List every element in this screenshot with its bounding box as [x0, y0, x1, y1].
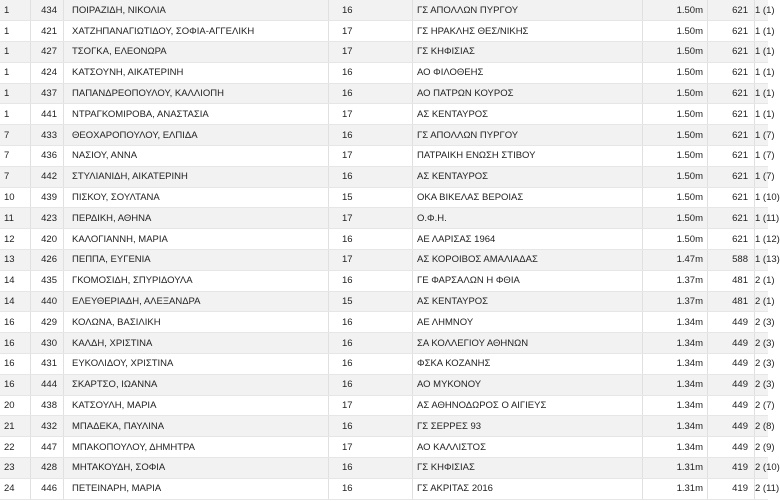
bib-cell: 436 — [31, 146, 64, 167]
position-cell: 1 (1) — [755, 104, 769, 125]
points-cell: 621 — [708, 0, 755, 21]
athlete-name-cell: ΤΣΟΓΚΑ, ΕΛΕΟΝΩΡΑ — [64, 42, 329, 63]
bib-cell: 438 — [31, 395, 64, 416]
bib-cell: 427 — [31, 42, 64, 63]
birth-year-cell: 16 — [329, 125, 413, 146]
club-cell: Ο.Φ.Η. — [413, 208, 643, 229]
birth-year-cell: 16 — [329, 416, 413, 437]
position-cell: 2 (1) — [755, 291, 769, 312]
mark-cell: 1.50m — [643, 21, 708, 42]
rank-cell: 22 — [0, 437, 31, 458]
rank-cell: 1 — [0, 42, 31, 63]
table-row — [0, 250, 768, 271]
mark-cell: 1.34m — [643, 395, 708, 416]
rank-cell: 11 — [0, 208, 31, 229]
position-cell: 2 (11) — [755, 478, 769, 499]
points-cell: 449 — [708, 374, 755, 395]
position-cell: 1 (12) — [755, 229, 769, 250]
rank-cell: 13 — [0, 250, 31, 271]
points-cell: 621 — [708, 187, 755, 208]
mark-cell: 1.50m — [643, 62, 708, 83]
points-cell: 449 — [708, 395, 755, 416]
athlete-name-cell: ΚΑΛΔΗ, ΧΡΙΣΤΙΝΑ — [64, 333, 329, 354]
club-cell: ΑΟ ΦΙΛΟΘΕΗΣ — [413, 62, 643, 83]
birth-year-cell: 16 — [329, 229, 413, 250]
mark-cell: 1.34m — [643, 416, 708, 437]
mark-cell: 1.34m — [643, 354, 708, 375]
mark-cell: 1.50m — [643, 0, 708, 21]
bib-cell: 430 — [31, 333, 64, 354]
points-cell: 621 — [708, 229, 755, 250]
position-cell: 2 (3) — [755, 374, 769, 395]
points-cell: 449 — [708, 312, 755, 333]
athlete-name-cell: ΣΤΥΛΙΑΝΙΔΗ, ΑΙΚΑΤΕΡΙΝΗ — [64, 166, 329, 187]
athlete-name-cell: ΚΑΤΣΟΥΛΗ, ΜΑΡΙΑ — [64, 395, 329, 416]
club-cell: ΑΕ ΛΗΜΝΟΥ — [413, 312, 643, 333]
bib-cell: 423 — [31, 208, 64, 229]
rank-cell: 10 — [0, 187, 31, 208]
athlete-name-cell: ΠΕΤΕΙΝΑΡΗ, ΜΑΡΙΑ — [64, 478, 329, 499]
table-row — [0, 146, 768, 167]
points-cell: 449 — [708, 354, 755, 375]
table-row — [0, 104, 768, 125]
athlete-name-cell: ΠΟΙΡΑΖΙΔΗ, ΝΙΚΟΛΙΑ — [64, 0, 329, 21]
bib-cell: 446 — [31, 478, 64, 499]
club-cell: ΑΣ ΚΟΡΟΙΒΟΣ ΑΜΑΛΙΑΔΑΣ — [413, 250, 643, 271]
athlete-name-cell: ΘΕΟΧΑΡΟΠΟΥΛΟΥ, ΕΛΠΙΔΑ — [64, 125, 329, 146]
rank-cell: 7 — [0, 166, 31, 187]
bib-cell: 428 — [31, 458, 64, 479]
mark-cell: 1.37m — [643, 291, 708, 312]
table-row — [0, 0, 768, 21]
athlete-name-cell: ΠΙΣΚΟΥ, ΣΟΥΛΤΑΝΑ — [64, 187, 329, 208]
mark-cell: 1.34m — [643, 374, 708, 395]
athlete-name-cell: ΕΛΕΥΘΕΡΙΑΔΗ, ΑΛΕΞΑΝΔΡΑ — [64, 291, 329, 312]
points-cell: 621 — [708, 208, 755, 229]
table-row — [0, 333, 768, 354]
club-cell: ΑΟ ΚΑΛΛΙΣΤΟΣ — [413, 437, 643, 458]
birth-year-cell: 16 — [329, 354, 413, 375]
bib-cell: 435 — [31, 270, 64, 291]
club-cell: ΓΣ ΗΡΑΚΛΗΣ ΘΕΣ/ΝΙΚΗΣ — [413, 21, 643, 42]
birth-year-cell: 15 — [329, 291, 413, 312]
birth-year-cell: 16 — [329, 83, 413, 104]
points-cell: 621 — [708, 42, 755, 63]
mark-cell: 1.50m — [643, 229, 708, 250]
athlete-name-cell: ΚΑΛΟΓΙΑΝΝΗ, ΜΑΡΙΑ — [64, 229, 329, 250]
club-cell: ΑΟ ΠΑΤΡΩΝ ΚΟΥΡΟΣ — [413, 83, 643, 104]
position-cell: 1 (11) — [755, 208, 769, 229]
position-cell: 2 (3) — [755, 354, 769, 375]
points-cell: 588 — [708, 250, 755, 271]
mark-cell: 1.31m — [643, 458, 708, 479]
position-cell: 2 (3) — [755, 333, 769, 354]
mark-cell: 1.50m — [643, 187, 708, 208]
bib-cell: 421 — [31, 21, 64, 42]
birth-year-cell: 17 — [329, 395, 413, 416]
birth-year-cell: 16 — [329, 312, 413, 333]
position-cell: 2 (8) — [755, 416, 769, 437]
rank-cell: 12 — [0, 229, 31, 250]
athlete-name-cell: ΧΑΤΖΗΠΑΝΑΓΙΩΤΙΔΟΥ, ΣΟΦΙΑ-ΑΓΓΕΛΙΚΗ — [64, 21, 329, 42]
rank-cell: 16 — [0, 374, 31, 395]
rank-cell: 20 — [0, 395, 31, 416]
bib-cell: 444 — [31, 374, 64, 395]
rank-cell: 7 — [0, 125, 31, 146]
club-cell: ΑΣ ΚΕΝΤΑΥΡΟΣ — [413, 291, 643, 312]
club-cell: ΑΣ ΑΘΗΝΟΔΩΡΟΣ Ο ΑΙΓΙΕΥΣ — [413, 395, 643, 416]
bib-cell: 429 — [31, 312, 64, 333]
mark-cell: 1.34m — [643, 437, 708, 458]
bib-cell: 441 — [31, 104, 64, 125]
points-cell: 481 — [708, 291, 755, 312]
points-cell: 481 — [708, 270, 755, 291]
club-cell: ΓΣ ΑΠΟΛΛΩΝ ΠΥΡΓΟΥ — [413, 0, 643, 21]
position-cell: 2 (1) — [755, 270, 769, 291]
mark-cell: 1.50m — [643, 125, 708, 146]
points-cell: 621 — [708, 104, 755, 125]
table-row — [0, 208, 768, 229]
position-cell: 1 (13) — [755, 250, 769, 271]
mark-cell: 1.34m — [643, 333, 708, 354]
table-row — [0, 187, 768, 208]
bib-cell: 437 — [31, 83, 64, 104]
mark-cell: 1.47m — [643, 250, 708, 271]
table-row — [0, 354, 768, 375]
athlete-name-cell: ΠΕΡΔΙΚΗ, ΑΘΗΝΑ — [64, 208, 329, 229]
mark-cell: 1.50m — [643, 104, 708, 125]
position-cell: 1 (1) — [755, 62, 769, 83]
club-cell: ΓΣ ΑΚΡΙΤΑΣ 2016 — [413, 478, 643, 499]
athlete-name-cell: ΚΟΛΩΝΑ, ΒΑΣΙΛΙΚΗ — [64, 312, 329, 333]
table-row — [0, 395, 768, 416]
mark-cell: 1.34m — [643, 312, 708, 333]
athlete-name-cell: ΚΑΤΣΟΥΝΗ, ΑΙΚΑΤΕΡΙΝΗ — [64, 62, 329, 83]
club-cell: ΟΚΑ ΒΙΚΕΛΑΣ ΒΕΡΟΙΑΣ — [413, 187, 643, 208]
club-cell: ΦΣΚΑ ΚΟΖΑΝΗΣ — [413, 354, 643, 375]
position-cell: 1 (7) — [755, 146, 769, 167]
table-row — [0, 458, 768, 479]
bib-cell: 439 — [31, 187, 64, 208]
position-cell: 1 (1) — [755, 0, 769, 21]
club-cell: ΓΣ ΚΗΦΙΣΙΑΣ — [413, 42, 643, 63]
bib-cell: 432 — [31, 416, 64, 437]
points-cell: 621 — [708, 146, 755, 167]
rank-cell: 1 — [0, 21, 31, 42]
position-cell: 2 (7) — [755, 395, 769, 416]
points-cell: 419 — [708, 458, 755, 479]
birth-year-cell: 16 — [329, 270, 413, 291]
points-cell: 449 — [708, 333, 755, 354]
rank-cell: 14 — [0, 291, 31, 312]
athlete-name-cell: ΜΠΑΔΕΚΑ, ΠΑΥΛΙΝΑ — [64, 416, 329, 437]
birth-year-cell: 17 — [329, 104, 413, 125]
mark-cell: 1.50m — [643, 42, 708, 63]
bib-cell: 424 — [31, 62, 64, 83]
athlete-name-cell: ΠΕΠΠΑ, ΕΥΓΕΝΙΑ — [64, 250, 329, 271]
rank-cell: 1 — [0, 83, 31, 104]
points-cell: 419 — [708, 478, 755, 499]
club-cell: ΓΣ ΣΕΡΡΕΣ 93 — [413, 416, 643, 437]
bib-cell: 442 — [31, 166, 64, 187]
position-cell: 2 (3) — [755, 312, 769, 333]
position-cell: 2 (10) — [755, 458, 769, 479]
bib-cell: 431 — [31, 354, 64, 375]
birth-year-cell: 15 — [329, 187, 413, 208]
mark-cell: 1.37m — [643, 270, 708, 291]
club-cell: ΠΑΤΡΑΙΚΗ ΕΝΩΣΗ ΣΤΙΒΟΥ — [413, 146, 643, 167]
points-cell: 621 — [708, 166, 755, 187]
birth-year-cell: 16 — [329, 478, 413, 499]
table-row — [0, 125, 768, 146]
bib-cell: 420 — [31, 229, 64, 250]
table-row — [0, 229, 768, 250]
bib-cell: 426 — [31, 250, 64, 271]
athlete-name-cell: ΣΚΑΡΤΣΟ, ΙΩΑΝΝΑ — [64, 374, 329, 395]
table-row — [0, 62, 768, 83]
rank-cell: 7 — [0, 146, 31, 167]
birth-year-cell: 16 — [329, 0, 413, 21]
position-cell: 1 (10) — [755, 187, 769, 208]
table-row — [0, 42, 768, 63]
athlete-name-cell: ΝΤΡΑΓΚΟΜΙΡΟΒΑ, ΑΝΑΣΤΑΣΙΑ — [64, 104, 329, 125]
club-cell: ΓΣ ΑΠΟΛΛΩΝ ΠΥΡΓΟΥ — [413, 125, 643, 146]
birth-year-cell: 16 — [329, 62, 413, 83]
club-cell: ΓΕ ΦΑΡΣΑΛΩΝ Η ΦΘΙΑ — [413, 270, 643, 291]
bib-cell: 447 — [31, 437, 64, 458]
position-cell: 1 (7) — [755, 125, 769, 146]
athlete-name-cell: ΜΠΑΚΟΠΟΥΛΟΥ, ΔΗΜΗΤΡΑ — [64, 437, 329, 458]
club-cell: ΑΣ ΚΕΝΤΑΥΡΟΣ — [413, 104, 643, 125]
birth-year-cell: 16 — [329, 333, 413, 354]
birth-year-cell: 17 — [329, 208, 413, 229]
position-cell: 1 (1) — [755, 42, 769, 63]
athlete-name-cell: ΓΚΟΜΟΣΙΔΗ, ΣΠΥΡΙΔΟΥΛΑ — [64, 270, 329, 291]
mark-cell: 1.50m — [643, 146, 708, 167]
rank-cell: 24 — [0, 478, 31, 499]
table-row — [0, 312, 768, 333]
table-row — [0, 478, 768, 499]
table-row — [0, 270, 768, 291]
rank-cell: 23 — [0, 458, 31, 479]
table-row — [0, 437, 768, 458]
rank-cell: 16 — [0, 312, 31, 333]
mark-cell: 1.50m — [643, 166, 708, 187]
points-cell: 621 — [708, 83, 755, 104]
table-row — [0, 291, 768, 312]
birth-year-cell: 17 — [329, 146, 413, 167]
rank-cell: 1 — [0, 104, 31, 125]
bib-cell: 433 — [31, 125, 64, 146]
points-cell: 449 — [708, 416, 755, 437]
points-cell: 449 — [708, 437, 755, 458]
birth-year-cell: 17 — [329, 437, 413, 458]
bib-cell: 434 — [31, 0, 64, 21]
birth-year-cell: 17 — [329, 250, 413, 271]
points-cell: 621 — [708, 21, 755, 42]
birth-year-cell: 16 — [329, 166, 413, 187]
bib-cell: 440 — [31, 291, 64, 312]
mark-cell: 1.50m — [643, 208, 708, 229]
birth-year-cell: 16 — [329, 374, 413, 395]
position-cell: 1 (1) — [755, 21, 769, 42]
rank-cell: 21 — [0, 416, 31, 437]
points-cell: 621 — [708, 125, 755, 146]
position-cell: 1 (7) — [755, 166, 769, 187]
rank-cell: 1 — [0, 0, 31, 21]
rank-cell: 1 — [0, 62, 31, 83]
club-cell: ΑΟ ΜΥΚΟΝΟΥ — [413, 374, 643, 395]
points-cell: 621 — [708, 62, 755, 83]
rank-cell: 16 — [0, 333, 31, 354]
athlete-name-cell: ΕΥΚΟΛΙΔΟΥ, ΧΡΙΣΤΙΝΑ — [64, 354, 329, 375]
birth-year-cell: 17 — [329, 21, 413, 42]
rank-cell: 16 — [0, 354, 31, 375]
mark-cell: 1.50m — [643, 83, 708, 104]
club-cell: ΑΕ ΛΑΡΙΣΑΣ 1964 — [413, 229, 643, 250]
table-row — [0, 21, 768, 42]
athlete-name-cell: ΜΗΤΑΚΟΥΔΗ, ΣΟΦΙΑ — [64, 458, 329, 479]
rank-cell: 14 — [0, 270, 31, 291]
table-row — [0, 374, 768, 395]
athlete-name-cell: ΝΑΣΙΟΥ, ΑΝΝΑ — [64, 146, 329, 167]
table-row — [0, 83, 768, 104]
athlete-name-cell: ΠΑΠΑΝΔΡΕΟΠΟΥΛΟΥ, ΚΑΛΛΙΟΠΗ — [64, 83, 329, 104]
club-cell: ΑΣ ΚΕΝΤΑΥΡΟΣ — [413, 166, 643, 187]
club-cell: ΣΑ ΚΟΛΛΕΓΙΟΥ ΑΘΗΝΩΝ — [413, 333, 643, 354]
position-cell: 2 (9) — [755, 437, 769, 458]
table-row — [0, 166, 768, 187]
birth-year-cell: 16 — [329, 458, 413, 479]
position-cell: 1 (1) — [755, 83, 769, 104]
mark-cell: 1.31m — [643, 478, 708, 499]
club-cell: ΓΣ ΚΗΦΙΣΙΑΣ — [413, 458, 643, 479]
table-row — [0, 416, 768, 437]
birth-year-cell: 17 — [329, 42, 413, 63]
